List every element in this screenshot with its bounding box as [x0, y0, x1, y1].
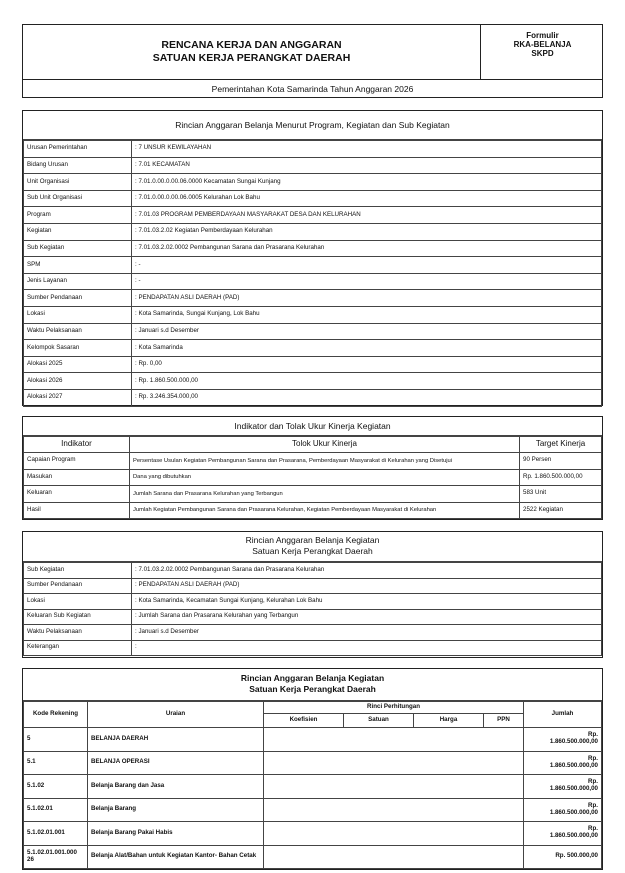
program-row-label: Sub Unit Organisasi	[24, 190, 132, 207]
indicator-row	[24, 469, 602, 486]
indicator-tolak-ukur: Persentase Usulan Kegiatan Pembangunan Sarana dan Prasarana, Pemberdayaan Masyarakat di Kelurahan yang Disetujui	[130, 453, 520, 470]
budget-row	[24, 798, 602, 822]
program-row	[24, 174, 602, 191]
budget-row	[24, 775, 602, 799]
program-row	[24, 273, 602, 290]
program-row-value: : 7 UNSUR KEWILAYAHAN	[132, 141, 602, 158]
budget-jumlah-value: 1.860.500.000,00	[549, 761, 598, 769]
program-row-value: : 7.01.0.00.0.00.06.0000 Kecamatan Sungai Kunjang	[132, 174, 602, 191]
budget-rinci-cell	[484, 751, 524, 775]
target-header: Target Kinerja	[520, 437, 602, 453]
budget-row	[24, 822, 602, 846]
indicator-row	[24, 486, 602, 503]
program-section-title: Rincian Anggaran Belanja Menurut Program, Kegiatan dan Sub Kegiatan	[23, 111, 602, 140]
budget-kode-line2: 26	[27, 855, 34, 863]
indicator-target: 2522 Kegiatan	[520, 502, 602, 519]
program-row	[24, 323, 602, 340]
indicator-section-title: Indikator dan Tolak Ukur Kinerja Kegiatan	[23, 417, 602, 436]
budget-jumlah	[524, 728, 602, 752]
budget-rinci-cell	[344, 822, 414, 846]
budget-kode	[24, 845, 88, 869]
tolak-ukur-header: Tolok Ukur Kinerja	[130, 437, 520, 453]
subkegiatan-row	[24, 609, 602, 625]
budget-row	[24, 751, 602, 775]
budget-rinci-cell	[484, 845, 524, 869]
budget-jumlah-currency: Rp.	[588, 825, 598, 833]
subkegiatan-title-line2: Satuan Kerja Perangkat Daerah	[252, 545, 373, 556]
program-row	[24, 389, 602, 406]
budget-kode-line1: 5	[27, 734, 31, 742]
budget-rinci-cell	[414, 798, 484, 822]
program-row-value: : 7.01.03 PROGRAM PEMBERDAYAAN MASYARAKAT DESA DAN KELURAHAN	[132, 207, 602, 224]
budget-jumlah	[524, 845, 602, 869]
program-row-label: Kelompok Sasaran	[24, 340, 132, 357]
program-row	[24, 223, 602, 240]
subtitle-bar	[23, 79, 602, 99]
budget-kode-line1: 5.1	[27, 758, 36, 766]
harga-header: Harga	[414, 714, 484, 728]
budget-kode-line1: 5.1.02.01	[27, 805, 53, 813]
budget-rinci-cell	[414, 822, 484, 846]
program-row-label: Unit Organisasi	[24, 174, 132, 191]
budget-uraian: BELANJA DAERAH	[88, 728, 264, 752]
budget-section	[22, 668, 603, 870]
indicator-row	[24, 453, 602, 470]
program-table	[23, 140, 602, 407]
program-row-label: Alokasi 2025	[24, 356, 132, 373]
budget-rinci-cell	[484, 798, 524, 822]
budget-jumlah-currency: Rp.	[588, 754, 598, 762]
program-row	[24, 207, 602, 224]
subkegiatan-table	[23, 562, 602, 656]
uraian-header: Uraian	[88, 702, 264, 728]
subkegiatan-row	[24, 594, 602, 610]
subkegiatan-row-value: : 7.01.03.2.02.0002 Pembangunan Sarana dan Prasarana Kelurahan	[132, 563, 602, 579]
subkegiatan-section-title	[23, 532, 602, 562]
budget-jumlah	[524, 798, 602, 822]
form-label: Formulir	[526, 31, 559, 40]
subkegiatan-row-label: Keterangan	[24, 640, 132, 656]
indicator-target: 90 Persen	[520, 453, 602, 470]
satuan-header: Satuan	[344, 714, 414, 728]
subkegiatan-row-value: :	[132, 640, 602, 656]
program-row-value: : 7.01.03.2.02.0002 Pembangunan Sarana dan Prasarana Kelurahan	[132, 240, 602, 257]
form-code-box	[480, 25, 604, 79]
program-row	[24, 257, 602, 274]
subkegiatan-row-label: Lokasi	[24, 594, 132, 610]
program-row	[24, 157, 602, 174]
program-row-label: Jenis Layanan	[24, 273, 132, 290]
program-row	[24, 373, 602, 390]
budget-rinci-cell	[344, 751, 414, 775]
budget-rinci-cell	[264, 798, 344, 822]
subkegiatan-row-label: Keluaran Sub Kegiatan	[24, 609, 132, 625]
program-row-value: : Januari s.d Desember	[132, 323, 602, 340]
jumlah-header: Jumlah	[524, 702, 602, 728]
budget-rinci-cell	[344, 845, 414, 869]
budget-jumlah-value: 1.860.500.000,00	[549, 832, 598, 840]
program-row-label: Lokasi	[24, 306, 132, 323]
program-row-label: SPM	[24, 257, 132, 274]
indicator-name: Hasil	[24, 502, 130, 519]
indikator-header: Indikator	[24, 437, 130, 453]
program-row	[24, 141, 602, 158]
budget-uraian: Belanja Alat/Bahan untuk Kegiatan Kantor- Bahan Cetak	[88, 845, 264, 869]
rinci-perhitungan-header: Rinci Perhitungan	[264, 702, 524, 714]
program-row-label: Sumber Pendanaan	[24, 290, 132, 307]
budget-rinci-cell	[264, 775, 344, 799]
budget-rinci-cell	[344, 798, 414, 822]
indicator-name: Capaian Program	[24, 453, 130, 470]
budget-jumlah-currency: Rp.	[588, 731, 598, 739]
form-code: RKA-BELANJA	[513, 40, 572, 49]
program-row-value: : Rp. 1.860.500.000,00	[132, 373, 602, 390]
budget-jumlah-value: 1.860.500.000,00	[549, 785, 598, 793]
budget-row	[24, 728, 602, 752]
report-title-line2: SATUAN KERJA PERANGKAT DAERAH	[152, 52, 351, 65]
subkegiatan-row-label: Sub Kegiatan	[24, 563, 132, 579]
kode-rekening-header: Kode Rekening	[24, 702, 88, 728]
indicator-tolak-ukur: Dana yang dibutuhkan	[130, 469, 520, 486]
budget-rinci-cell	[484, 822, 524, 846]
program-row	[24, 340, 602, 357]
program-row-value: : 7.01.03.2.02 Kegiatan Pemberdayaan Kelurahan	[132, 223, 602, 240]
indicator-table	[23, 436, 602, 519]
page-subtitle: Pemerintahan Kota Samarinda Tahun Anggaran 2026	[211, 84, 414, 94]
budget-jumlah-value: 1.860.500.000,00	[549, 738, 598, 746]
form-unit: SKPD	[531, 49, 554, 58]
budget-jumlah	[524, 775, 602, 799]
budget-rinci-cell	[414, 728, 484, 752]
budget-jumlah	[524, 822, 602, 846]
budget-jumlah	[524, 751, 602, 775]
program-row-value: : 7.01 KECAMATAN	[132, 157, 602, 174]
program-row-label: Urusan Pemerintahan	[24, 141, 132, 158]
program-row-label: Sub Kegiatan	[24, 240, 132, 257]
indicator-tolak-ukur: Jumlah Kegiatan Pembangunan Sarana dan Prasarana Kelurahan, Kegiatan Pemberdayaan Masyarakat di Kelurahan	[130, 502, 520, 519]
indicator-name: Keluaran	[24, 486, 130, 503]
program-row-value: : 7.01.0.00.0.00.06.0005 Kelurahan Lok Bahu	[132, 190, 602, 207]
report-title-line1: RENCANA KERJA DAN ANGGARAN	[161, 39, 342, 51]
budget-kode	[24, 751, 88, 775]
program-row-value: : -	[132, 273, 602, 290]
budget-table	[23, 701, 602, 869]
indicator-target: 583 Unit	[520, 486, 602, 503]
subkegiatan-row	[24, 578, 602, 594]
budget-jumlah-value: 1.860.500.000,00	[549, 808, 598, 816]
budget-title-line1: Rincian Anggaran Belanja Kegiatan	[240, 673, 385, 683]
subkegiatan-row-value: : PENDAPATAN ASLI DAERAH (PAD)	[132, 578, 602, 594]
indicator-tolak-ukur: Jumlah Sarana dan Prasarana Kelurahan yang Terbangun	[130, 486, 520, 503]
subkegiatan-row-value: : Januari s.d Desember	[132, 625, 602, 641]
budget-rinci-cell	[264, 845, 344, 869]
ppn-header: PPN	[484, 714, 524, 728]
program-row-value: : -	[132, 257, 602, 274]
indicator-section	[22, 416, 603, 520]
subkegiatan-row	[24, 625, 602, 641]
program-row-label: Alokasi 2027	[24, 389, 132, 406]
koefisien-header: Koefisien	[264, 714, 344, 728]
budget-kode	[24, 728, 88, 752]
indicator-target: Rp. 1.860.500.000,00	[520, 469, 602, 486]
header-box	[22, 24, 603, 98]
program-row-value: : PENDAPATAN ASLI DAERAH (PAD)	[132, 290, 602, 307]
program-row	[24, 190, 602, 207]
budget-kode	[24, 775, 88, 799]
budget-uraian: Belanja Barang Pakai Habis	[88, 822, 264, 846]
subkegiatan-row-value: : Jumlah Sarana dan Prasarana Kelurahan yang Terbangun	[132, 609, 602, 625]
budget-kode	[24, 822, 88, 846]
budget-rinci-cell	[344, 775, 414, 799]
subkegiatan-row-label: Waktu Pelaksanaan	[24, 625, 132, 641]
program-row	[24, 290, 602, 307]
program-row-value: : Kota Samarinda	[132, 340, 602, 357]
budget-kode-line1: 5.1.02.01.001.000	[27, 848, 77, 856]
program-row	[24, 240, 602, 257]
program-row	[24, 306, 602, 323]
budget-kode-line1: 5.1.02	[27, 781, 45, 789]
budget-rinci-cell	[264, 822, 344, 846]
program-row-label: Waktu Pelaksanaan	[24, 323, 132, 340]
program-row-label: Bidang Urusan	[24, 157, 132, 174]
budget-rinci-cell	[264, 751, 344, 775]
program-row-label: Alokasi 2026	[24, 373, 132, 390]
program-section	[22, 110, 603, 406]
program-row-label: Program	[24, 207, 132, 224]
program-row-value: : Rp. 0,00	[132, 356, 602, 373]
budget-rinci-cell	[264, 728, 344, 752]
budget-uraian: Belanja Barang	[88, 798, 264, 822]
budget-rinci-cell	[414, 845, 484, 869]
subkegiatan-row	[24, 640, 602, 656]
subkegiatan-row-label: Sumber Pendanaan	[24, 578, 132, 594]
budget-uraian: Belanja Barang dan Jasa	[88, 775, 264, 799]
program-row-value: : Rp. 3.246.354.000,00	[132, 389, 602, 406]
budget-rinci-cell	[414, 751, 484, 775]
subkegiatan-title-line1: Rincian Anggaran Belanja Kegiatan	[245, 535, 380, 545]
indicator-name: Masukan	[24, 469, 130, 486]
program-row-value: : Kota Samarinda, Sungai Kunjang, Lok Bahu	[132, 306, 602, 323]
subkegiatan-section	[22, 531, 603, 658]
subkegiatan-row-value: : Kota Samarinda, Kecamatan Sungai Kunjang, Kelurahan Lok Bahu	[132, 594, 602, 610]
budget-rinci-cell	[344, 728, 414, 752]
budget-kode-line1: 5.1.02.01.001	[27, 828, 65, 836]
subkegiatan-row	[24, 563, 602, 579]
budget-jumlah-currency: Rp.	[588, 778, 598, 786]
budget-title-line2: Satuan Kerja Perangkat Daerah	[249, 683, 376, 694]
budget-uraian: BELANJA OPERASI	[88, 751, 264, 775]
budget-rinci-cell	[414, 775, 484, 799]
budget-row	[24, 845, 602, 869]
budget-kode	[24, 798, 88, 822]
budget-section-title	[23, 669, 602, 701]
budget-jumlah-currency: Rp.	[588, 801, 598, 809]
indicator-row	[24, 502, 602, 519]
report-title	[23, 39, 480, 65]
budget-rinci-cell	[484, 775, 524, 799]
budget-jumlah-value: Rp. 500.000,00	[555, 852, 598, 860]
budget-rinci-cell	[484, 728, 524, 752]
program-row	[24, 356, 602, 373]
program-row-label: Kegiatan	[24, 223, 132, 240]
